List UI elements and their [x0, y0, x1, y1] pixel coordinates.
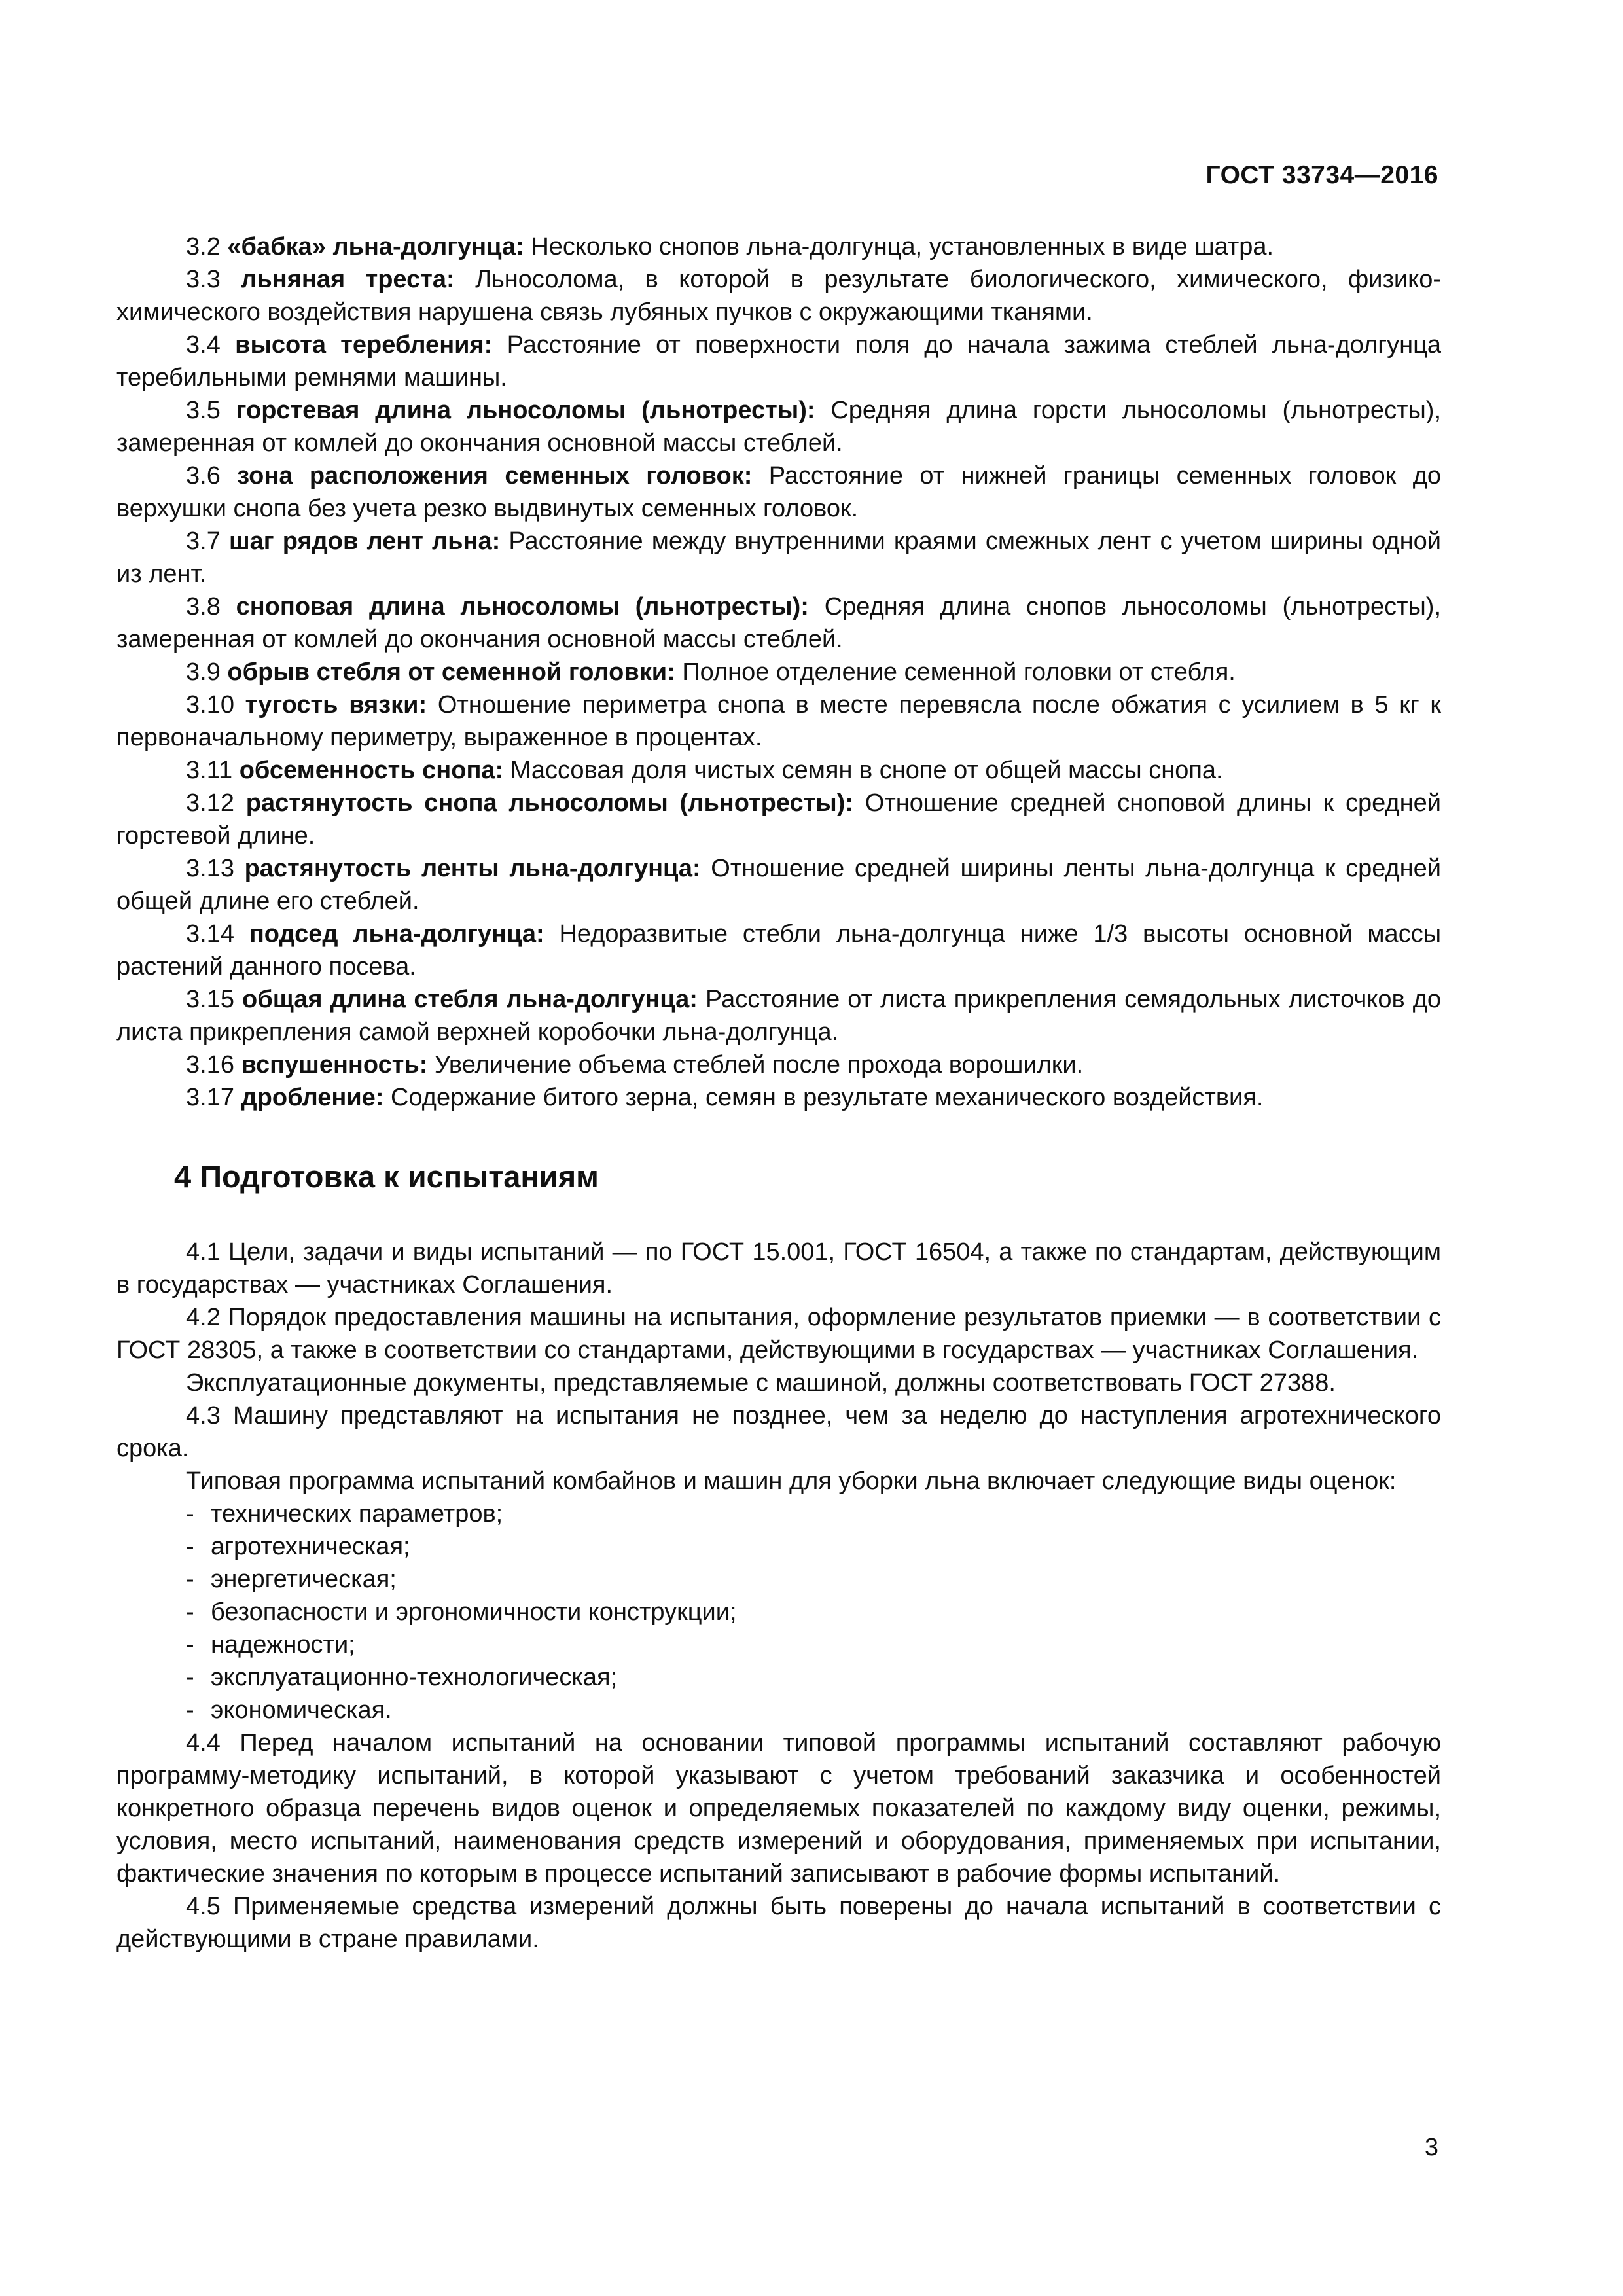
term-text: Отношение средней ширины ленты льна-долгунца к средней общей длине его стеблей.	[116, 855, 1442, 915]
paragraph-4-5: 4.5 Применяемые средства измерений должны быть поверены до начала испытаний в соответствии с действующими в стране правилами.	[116, 1893, 1441, 1953]
term-definition	[116, 263, 1441, 329]
list-item: - надежности;	[186, 1631, 355, 1659]
term-definition	[116, 525, 1441, 590]
term-definition	[116, 329, 1441, 394]
term-definition	[116, 656, 1441, 689]
term-number: 3.16	[186, 1051, 234, 1079]
term-text: Средняя длина горсти льносоломы (льнотресты), замеренная от комлей до окончания основной массы стеблей.	[116, 397, 1441, 457]
term-text: Средняя длина снопов льносоломы (льнотресты), замеренная от комлей до окончания основной массы стеблей.	[116, 593, 1442, 653]
term-text: Отношение периметра снопа в месте перевясла после обжатия с усилием в 5 кг к первоначальному периметру, выраженное в процентах.	[116, 691, 1442, 751]
paragraph-4-4: 4.4 Перед началом испытаний на основании типовой программы испытаний составляют рабочую программу-методику испытаний, в которой указывают с учетом требований заказчика и особенностей конкретного образца перечень видов оценок и определяемых показателей по каждому виду оценки, режимы, условия, место испытаний, наименования средств измерений и оборудования, применяемых при испытании, фактические значения по которым в процессе испытаний записывают в рабочие формы испытаний.	[116, 1729, 1441, 1888]
term-text: Отношение средней сноповой длины к средней горстевой длине.	[116, 789, 1442, 850]
term-text: Несколько снопов льна-долгунца, установленных в виде шатра.	[531, 233, 1274, 260]
term-number: 3.13	[186, 855, 234, 882]
term-number: 3.8	[186, 593, 221, 620]
term-number: 3.14	[186, 920, 234, 948]
paragraph-4-2: 4.2 Порядок предоставления машины на испытания, оформление результатов приемки — в соответствии с ГОСТ 28305, а также в соответствии со стандартами, действующими в государствах — участниках Соглашения.	[116, 1304, 1441, 1364]
document-code-header: ГОСТ 33734—2016	[1205, 161, 1438, 189]
term-name: общая длина стебля льна-долгунца:	[242, 986, 698, 1013]
term-definition	[116, 1049, 1441, 1081]
page-content	[116, 230, 1441, 1956]
term-number: 3.5	[186, 397, 221, 424]
term-name: шаг рядов лент льна:	[228, 528, 501, 555]
terms-list	[116, 230, 1441, 1114]
term-text: Расстояние между внутренними краями смежных лент с учетом ширины одной из лент.	[116, 528, 1441, 588]
term-definition	[116, 787, 1441, 852]
term-name: дробление:	[241, 1084, 384, 1111]
paragraph-operational-docs: Эксплуатационные документы, представляемые с машиной, должны соответствовать ГОСТ 27388.	[186, 1369, 1336, 1397]
term-number: 3.12	[186, 789, 234, 817]
term-name: тугость вязки:	[245, 691, 427, 719]
term-name: сноповая длина льносоломы (льнотресты):	[236, 593, 809, 620]
evaluation-types-list	[116, 1498, 1441, 1727]
term-definition	[116, 852, 1441, 918]
term-number: 3.2	[186, 233, 221, 260]
term-name: вспушенность:	[241, 1051, 428, 1079]
paragraph-4-3: 4.3 Машину представляют на испытания не позднее, чем за неделю до наступления агротехнического срока.	[116, 1402, 1441, 1462]
section-4-title: 4 Подготовка к испытаниям	[174, 1159, 599, 1194]
term-name: подсед льна-долгунца:	[249, 920, 544, 948]
term-number: 3.9	[186, 658, 221, 686]
list-item: - безопасности и эргономичности конструкции;	[186, 1598, 737, 1626]
term-number: 3.7	[186, 528, 221, 555]
term-definition	[116, 394, 1441, 459]
term-number: 3.15	[186, 986, 234, 1013]
page-number: 3	[1424, 2134, 1438, 2161]
paragraph-4-1: 4.1 Цели, задачи и виды испытаний — по ГОСТ 15.001, ГОСТ 16504, а также по стандартам, действующим в государствах — участниках Соглашения.	[116, 1238, 1441, 1299]
list-item: - эксплуатационно-технологическая;	[186, 1664, 618, 1691]
term-text: Расстояние от листа прикрепления семядольных листочков до листа прикрепления самой верхней коробочки льна-долгунца.	[116, 986, 1442, 1046]
term-text: Содержание битого зерна, семян в результате механического воздействия.	[391, 1084, 1264, 1111]
list-item: - агротехническая;	[186, 1533, 410, 1560]
term-name: растянутость снопа льносоломы (льнотресты):	[245, 789, 853, 817]
term-number: 3.4	[186, 331, 221, 359]
term-text: Полное отделение семенной головки от стебля.	[682, 658, 1236, 686]
term-definition	[116, 983, 1441, 1049]
term-name: обсеменность снопа:	[239, 757, 504, 784]
term-definition	[116, 1081, 1441, 1114]
term-definition	[116, 590, 1441, 656]
term-definition	[116, 918, 1441, 983]
list-item: - экономическая.	[186, 1696, 392, 1724]
term-text: Недоразвитые стебли льна-долгунца ниже 1/3 высоты основной массы растений данного посева.	[116, 920, 1442, 980]
term-number: 3.10	[186, 691, 234, 719]
term-number: 3.3	[186, 266, 221, 293]
term-number: 3.6	[186, 462, 221, 490]
term-name: обрыв стебля от семенной головки:	[227, 658, 675, 686]
term-definition	[116, 230, 1441, 263]
term-name: растянутость ленты льна-долгунца:	[244, 855, 701, 882]
term-name: зона расположения семенных головок:	[237, 462, 753, 490]
term-name: горстевая длина льносоломы (льнотресты):	[236, 397, 815, 424]
term-definition	[116, 689, 1441, 754]
term-definition	[116, 754, 1441, 787]
term-name: льняная треста:	[241, 266, 455, 293]
list-item: - энергетическая;	[186, 1566, 397, 1593]
paragraph-test-program: Типовая программа испытаний комбайнов и машин для уборки льна включает следующие виды оценок:	[186, 1467, 1397, 1495]
term-text: Льносолома, в которой в результате биологического, химического, физико-химического воздействия нарушена связь лубяных пучков с окружающими тканями.	[116, 266, 1441, 326]
term-definition	[116, 459, 1441, 525]
term-number: 3.11	[186, 757, 233, 784]
term-text: Увеличение объема стеблей после прохода ворошилки.	[434, 1051, 1084, 1079]
term-name: высота теребления:	[235, 331, 493, 359]
term-text: Расстояние от нижней границы семенных головок до верхушки снопа без учета резко выдвинутых семенных головок.	[116, 462, 1441, 522]
term-text: Расстояние от поверхности поля до начала зажима стеблей льна-долгунца теребильными ремнями машины.	[116, 331, 1442, 391]
term-number: 3.17	[186, 1084, 234, 1111]
term-text: Массовая доля чистых семян в снопе от общей массы снопа.	[510, 757, 1223, 784]
term-name: «бабка» льна-долгунца:	[227, 233, 524, 260]
list-item: - технических параметров;	[186, 1500, 503, 1528]
